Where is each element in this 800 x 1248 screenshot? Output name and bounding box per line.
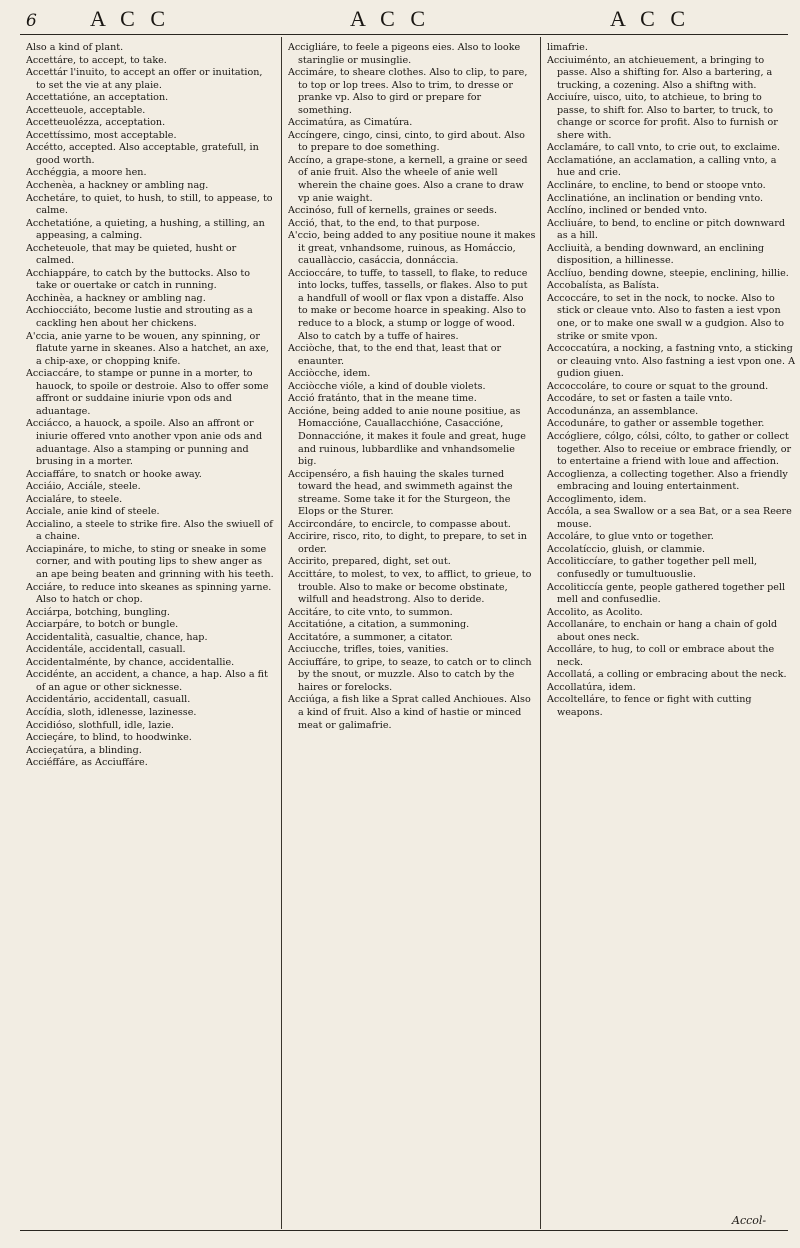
dictionary-entry: Acchetáre, to quiet, to hush, to still, to appease, to calme. xyxy=(26,192,273,217)
dictionary-entry: Acciéffáre, as Acciuffáre. xyxy=(26,757,148,769)
page-header xyxy=(18,4,788,34)
dictionary-entry: Accógliere, cólgo, cólsi, cólto, to gather or collect together. Also to receiue or embrace friendly, or to entertaine a friend with loue and affection. xyxy=(547,430,792,468)
dictionary-entry: Acclinatióne, an inclination or bending vnto. xyxy=(547,192,763,204)
header-rule xyxy=(20,34,788,35)
dictionary-entry: Accliuáre, to bend, to encline or pitch downward as a hill. xyxy=(547,217,785,242)
dictionary-entry: Accetteuolézza, acceptation. xyxy=(26,117,166,129)
dictionary-entry: Accettáre, to accept, to take. xyxy=(26,54,167,66)
dictionary-entry: Accolláre, to hug, to coll or embrace about the neck. xyxy=(547,644,775,668)
dictionary-entry: Accollatá, a colling or embracing about the neck. xyxy=(547,669,787,681)
dictionary-entry: Accheteuole, that may be quieted, husht or calmed. xyxy=(26,242,237,267)
dictionary-entry: Accolatíccio, gluish, or clammie. xyxy=(547,543,706,555)
dictionary-entry: Acciácco, a hauock, a spoile. Also an affront or iniurie offered vnto another vpon anie ods and aduantage. Also a stamping or punning and brusing in a morter. xyxy=(26,418,263,468)
dictionary-entry: Acciáre, to reduce into skeanes as spinning yarne. Also to hatch or chop. xyxy=(26,581,272,606)
dictionary-entry: Acciòcche, idem. xyxy=(288,368,371,380)
entry-column-middle xyxy=(288,42,536,1222)
dictionary-entry: Acciucche, trifles, toies, vanities. xyxy=(288,644,449,656)
dictionary-entry: Accoliticcía gente, people gathered together pell mell and confusedlie. xyxy=(547,581,786,606)
column-divider-1 xyxy=(281,37,282,1229)
dictionary-entry: Accíno, a grape-stone, a kernell, a graine or seed of anie fruit. Also the wheele of anie well wherein the chaine goes. Also a crane to draw vp anie waight. xyxy=(288,154,528,204)
dictionary-entry: Accialino, a steele to strike fire. Also the swiuell of a chaine. xyxy=(26,518,273,543)
dictionary-entry: Accidénte, an accident, a chance, a hap. Also a fit of an ague or other sicknesse. xyxy=(26,669,268,693)
dictionary-entry: Accoglimento, idem. xyxy=(547,493,647,505)
dictionary-entry: Accinóso, full of kernells, graines or seeds. xyxy=(288,205,498,217)
dictionary-entry: Accoláre, to glue vnto or together. xyxy=(547,531,714,543)
dictionary-entry: Acciale, anie kind of steele. xyxy=(26,506,160,518)
dictionary-entry: Acciuiménto, an atchieuement, a bringing to passe. Also a shifting for. Also a bartering, a trucking, a cozening. Also a shiftng with. xyxy=(547,54,773,91)
dictionary-entry: Acciúga, a fish like a Sprat called Anchioues. Also a kind of fruit. Also a kind of hastie or minced meat or galimafrie. xyxy=(288,694,531,731)
dictionary-entry: Acció, that, to the end, to that purpose. xyxy=(288,217,480,229)
dictionary-entry: Accimáre, to sheare clothes. Also to clip, to pare, to top or lop trees. Also to trim, to dresse or pranke vp. Also to gird or prepare for something. xyxy=(288,67,528,116)
dictionary-entry: Accitáre, to cite vnto, to summon. xyxy=(288,606,453,618)
entry-column-right xyxy=(547,42,795,1222)
dictionary-entry: Accitatióne, a citation, a summoning. xyxy=(288,619,470,631)
footer-rule xyxy=(20,1230,788,1231)
dictionary-entry: Accétto, accepted. Also acceptable, gratefull, in good worth. xyxy=(26,142,259,166)
catchword: Accol- xyxy=(732,1214,767,1227)
running-head-left: A C C xyxy=(90,6,171,31)
dictionary-entry: Accobalísta, as Balísta. xyxy=(547,280,660,292)
dictionary-entry: Accirire, risco, rito, to dight, to prepare, to set in order. xyxy=(288,531,527,555)
dictionary-entry: Acchiappáre, to catch by the buttocks. Also to take or ouertake or catch in running. xyxy=(26,267,251,292)
dictionary-entry: Acchéggia, a moore hen. xyxy=(26,167,147,179)
dictionary-entry: Accliuità, a bending downward, an enclining disposition, a hillinesse. xyxy=(547,242,765,267)
dictionary-entry: Accialáre, to steele. xyxy=(26,493,123,505)
dictionary-entry: Accoccáre, to set in the nock, to nocke. Also to stick or cleaue vnto. Also to fasten a iest vpon one, or to make one swall w a gudgion. Also to strike or smite vpon. xyxy=(547,292,785,342)
dictionary-entry: Accieçáre, to blind, to hoodwinke. xyxy=(26,732,192,744)
dictionary-entry: Acciarpáre, to botch or bungle. xyxy=(26,619,179,631)
dictionary-entry: A'ccio, being added to any positiue noune it makes it great, vnhandsome, ruinous, as Homáccio, cauallàccio, casáccia, donnáccia. xyxy=(288,230,536,267)
dictionary-entry: Accíngere, cingo, cinsi, cinto, to gird about. Also to prepare to doe something. xyxy=(288,129,525,154)
dictionary-entry: Accioccáre, to tuffe, to tassell, to flake, to reduce into locks, tuffes, tassells, or flakes. Also to put a handfull of wooll or flax vpon a distaffe. Also to make or become hoarce in speaking. Also to reduce to a block, a stump or logge of wood. Also to catch by a tuffe of haires. xyxy=(288,267,528,342)
dictionary-entry: Accodunánza, an assemblance. xyxy=(547,405,699,417)
dictionary-entry: Accóla, a sea Swallow or a sea Bat, or a sea Reere mouse. xyxy=(547,506,792,530)
dictionary-entry: Accirito, prepared, dight, set out. xyxy=(288,556,451,568)
dictionary-entry: Accitatóre, a summoner, a citator. xyxy=(288,631,453,643)
dictionary-entry: Acciáio, Acciále, steele. xyxy=(26,481,141,493)
dictionary-entry: Acchiocciáto, become lustie and strouting as a cackling hen about her chickens. xyxy=(26,305,253,330)
dictionary-entry: Acciaccáre, to stampe or punne in a morter, to hauock, to spoile or destroie. Also to offer some affront or suddaine iniurie vpon ods and aduantage. xyxy=(26,368,269,417)
dictionary-entry: Accodunáre, to gather or assemble together. xyxy=(547,418,765,430)
dictionary-entry: limafrie. xyxy=(547,42,588,53)
dictionary-entry: Accidentalità, casualtie, chance, hap. xyxy=(26,631,208,643)
dictionary-entry: Accettíssimo, most acceptable. xyxy=(26,129,177,141)
dictionary-entry: A'ccia, anie yarne to be wouen, any spinning, or flatute yarne in skeanes. Also a hatchet, an axe, a chip-axe, or chopping knife. xyxy=(26,330,269,367)
dictionary-entry: Acció fratánto, that in the meane time. xyxy=(288,393,477,405)
dictionary-entry: Acclináre, to encline, to bend or stoope vnto. xyxy=(547,180,766,192)
dictionary-entry: Accettatióne, an acceptation. xyxy=(26,92,169,104)
dictionary-entry: Accolito, as Acolito. xyxy=(547,606,643,618)
dictionary-entry: Accollanáre, to enchain or hang a chain of gold about ones neck. xyxy=(547,619,778,643)
dictionary-entry: Accoccatúra, a nocking, a fastning vnto, a sticking or cleauing vnto. Also fastning a iest vpon one. A gudion giuen. xyxy=(547,343,795,380)
dictionary-entry: Acciuíre, uisco, uito, to atchieue, to bring to passe, to shift for. Also to barter, to truck, to change or scorce for profit. Also to furnish or shere with. xyxy=(547,92,778,141)
dictionary-entry: Acclíuo, bending downe, steepie, enclining, hillie. xyxy=(547,267,789,279)
dictionary-entry: Acciòcche vióle, a kind of double violets. xyxy=(288,380,486,392)
dictionary-entry: Acciárpa, botching, bungling. xyxy=(26,606,170,618)
dictionary-entry: Acclamatióne, an acclamation, a calling vnto, a hue and crie. xyxy=(547,154,777,179)
dictionary-entry: Acciapináre, to miche, to sting or sneake in some corner, and with pouting lips to shew anger as an ape being beaten and grinning with his teeth. xyxy=(26,543,274,580)
dictionary-entry: Accoccoláre, to coure or squat to the ground. xyxy=(547,380,769,392)
dictionary-entry: Accollatúra, idem. xyxy=(547,681,636,693)
dictionary-entry: Accoliticcíare, to gather together pell mell, confusedly or tumultuouslie. xyxy=(547,556,758,580)
running-head-center: A C C xyxy=(350,6,431,31)
dictionary-entry: Accióne, being added to anie noune positiue, as Homaccióne, Cauallacchióne, Casaccióne, Donnaccióne, it makes it foule and great, huge and ruinous, lubbardlike and vnhandsomelie big. xyxy=(288,405,526,468)
dictionary-entry: Acchinèa, a hackney or ambling nag. xyxy=(26,292,206,304)
dictionary-entry: Accigliáre, to feele a pigeons eies. Also to looke staringlie or musinglie. xyxy=(288,42,521,66)
dictionary-entry: Accipenséro, a fish hauing the skales turned toward the head, and swimmeth against the streame. Some take it for the Sturgeon, the Elops or the Sturer. xyxy=(288,468,513,518)
dictionary-entry: Acclamáre, to call vnto, to crie out, to exclaime. xyxy=(547,142,781,154)
dictionary-entry: Accittáre, to molest, to vex, to afflict, to grieue, to trouble. Also to make or become obstinate, wilfull and headstrong. Also to deride. xyxy=(288,568,532,606)
dictionary-entry: Accídia, sloth, idlenesse, lazinesse. xyxy=(26,706,197,718)
dictionary-entry: Acciuffáre, to gripe, to seaze, to catch or to clinch by the snout, or muzzle. Also to catch by the haires or forelocks. xyxy=(288,656,532,693)
dictionary-entry: Accodáre, to set or fasten a taile vnto. xyxy=(547,393,733,405)
dictionary-entry: Accoltelláre, to fence or fight with cutting weapons. xyxy=(547,694,752,718)
dictionary-entry: Acchenèa, a hackney or ambling nag. xyxy=(26,180,209,192)
dictionary-entry: Accieçatúra, a blinding. xyxy=(26,744,142,756)
dictionary-entry: Accidentário, accidentall, casuall. xyxy=(26,694,191,706)
dictionary-entry: Accetteuole, acceptable. xyxy=(26,104,146,116)
dictionary-entry: Accettár l'inuito, to accept an offer or inuitation, to set the vie at any plaie. xyxy=(26,67,263,91)
page-number: 6 xyxy=(26,11,37,31)
dictionary-entry: Also a kind of plant. xyxy=(26,42,124,53)
dictionary-entry: Acchetatióne, a quieting, a hushing, a stilling, an appeasing, a calming. xyxy=(26,217,265,242)
entry-column-left xyxy=(26,42,274,1222)
dictionary-entry: Accidióso, slothfull, idle, lazie. xyxy=(26,719,174,731)
dictionary-entry: Accoglienza, a collecting together. Also a friendly embracing and louing entertainment. xyxy=(547,468,788,493)
dictionary-entry: Accidentalménte, by chance, accidentallie. xyxy=(26,656,235,668)
dictionary-entry: Accimatúra, as Cimatúra. xyxy=(288,117,413,129)
dictionary-entry: Accidentále, accidentall, casuall. xyxy=(26,644,186,656)
column-divider-2 xyxy=(540,37,541,1229)
dictionary-entry: Accircondáre, to encircle, to compasse about. xyxy=(288,518,511,530)
dictionary-entry: Acciaffáre, to snatch or hooke away. xyxy=(26,468,202,480)
dictionary-entry: Acciòche, that, to the end that, least that or enaunter. xyxy=(288,343,502,367)
dictionary-entry: Acclíno, inclined or bended vnto. xyxy=(547,205,708,217)
running-head-right: A C C xyxy=(610,6,691,31)
